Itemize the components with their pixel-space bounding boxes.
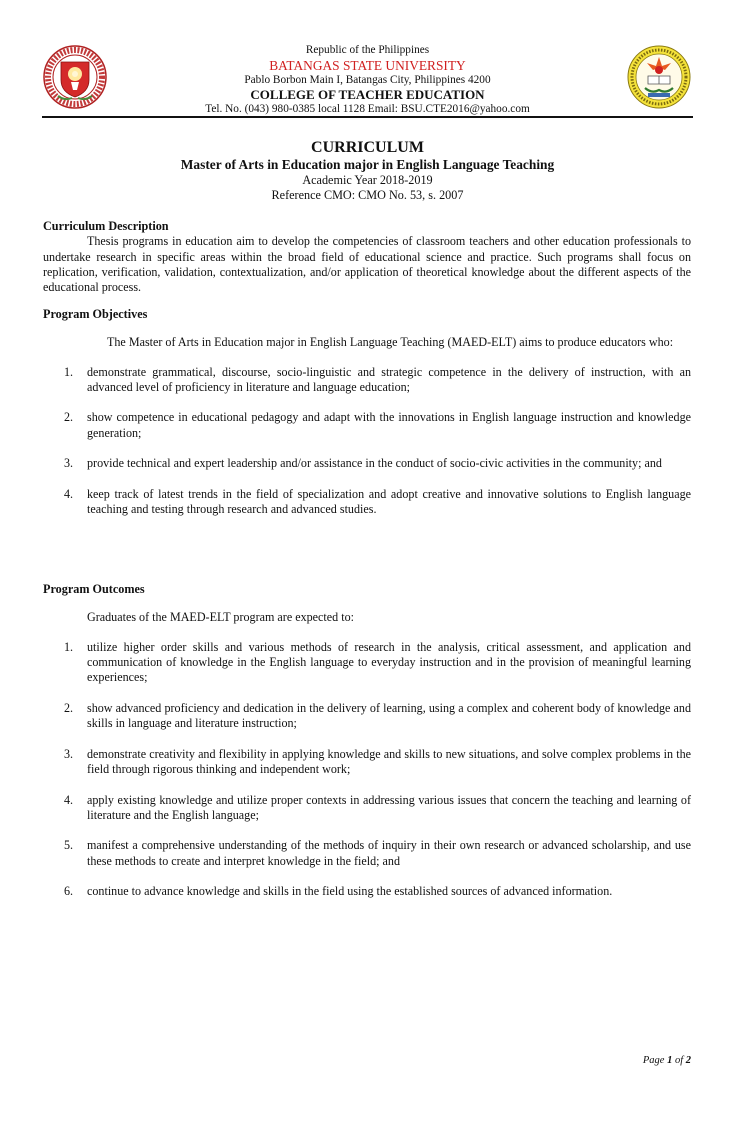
document-title: CURRICULUM [311,139,424,156]
university-address: Pablo Borbon Main I, Batangas City, Philippines 4200 [244,73,491,86]
item-text: demonstrate grammatical, discourse, socio-linguistic and strategic competence in the delivery of instruction, with an advanced level of proficiency in literature and language education; [87,364,691,394]
item-number: 6. [64,884,74,899]
list-item [43,747,691,778]
total-pages: 2 [685,1055,691,1066]
letterhead [42,40,693,118]
program-objectives-section [43,307,691,533]
item-text: provide technical and expert leadership and/or assistance in the conduct of socio-civic activities in the community; and [87,456,662,471]
letterhead-text [42,43,693,117]
item-number: 4. [64,792,74,807]
college-seal-icon [626,44,692,110]
of-label: of [674,1055,684,1066]
curriculum-description-section [43,219,691,295]
list-item [43,884,691,899]
country-line: Republic of the Philippines [305,44,430,56]
current-page: 1 [667,1055,673,1066]
list-item [43,793,691,824]
title-block [0,138,735,203]
page-number [643,1055,691,1066]
item-number: 2. [64,700,74,715]
item-number: 4. [64,486,74,501]
section-heading: Program Outcomes [43,582,145,596]
outcomes-list [43,640,691,900]
list-item [43,365,691,396]
list-item [43,487,691,518]
college-name: COLLEGE OF TEACHER EDUCATION [250,87,485,103]
item-text: apply existing knowledge and utilize proper contexts in addressing various issues that concern the teaching and learning of literature and the English language; [87,792,691,822]
item-text: show competence in educational pedagogy and adapt with the innovations in English language instruction and knowledge generation; [87,410,691,440]
list-item [43,838,691,869]
cmo-reference: Reference CMO: CMO No. 53, s. 2007 [271,188,464,202]
list-item [43,410,691,441]
item-text: show advanced proficiency and dedication in the delivery of learning, using a complex and coherent body of knowledge and skills in language and literature instruction; [87,700,691,731]
item-text: keep track of latest trends in the field of specialization and adopt creative and innovative solutions to English language teaching and testing through research and advanced studies. [87,486,691,517]
list-item [43,456,691,471]
item-number: 1. [64,639,74,654]
item-text: manifest a comprehensive understanding of the methods of inquiry in their own research or advanced scholarship, and use these methods to create and interpret knowledge in the field; and [87,838,691,868]
item-number: 1. [64,364,74,379]
list-item [43,701,691,732]
section-heading: Curriculum Description [43,219,169,233]
academic-year: Academic Year 2018-2019 [302,173,433,187]
item-number: 5. [64,838,74,853]
item-number: 3. [64,456,74,471]
item-text: utilize higher order skills and various methods of research in the analysis, critical assessment, and application and communication of knowledge in the English language to everyday instruction and in the provision of meaningful learning experiences; [87,639,691,685]
item-text: continue to advance knowledge and skills in the field using the established sources of advanced information. [87,884,613,899]
objectives-intro: The Master of Arts in Education major in English Language Teaching (MAED-ELT) aims to produce educators who: [107,335,674,350]
contact-line: Tel. No. (043) 980-0385 local 1128 Email: BSU.CTE2016@yahoo.com [205,103,530,116]
page-label: Page [642,1055,665,1066]
program-title: Master of Arts in Education major in English Language Teaching [180,157,555,172]
item-number: 3. [64,746,74,761]
outcomes-intro: Graduates of the MAED-ELT program are expected to: [87,610,354,625]
letterhead-divider [42,116,693,118]
item-text: demonstrate creativity and flexibility in applying knowledge and skills to new situations, and solve complex problems in the field through rigorous thinking and independent work; [87,746,691,776]
program-outcomes-section [43,582,691,915]
description-paragraph: Thesis programs in education aim to develop the competencies of classroom teachers and other education professionals to undertake research in specific areas within the broad field of educational science and practice. Such programs shall focus on replication, verification, validation, contextualization, and/or application of theoretical knowledge about the different aspects of the educational process. [43,234,691,295]
section-heading: Program Objectives [43,307,148,321]
list-item [43,640,691,686]
university-name: BATANGAS STATE UNIVERSITY [269,57,466,73]
item-number: 2. [64,410,74,425]
objectives-list [43,365,691,518]
